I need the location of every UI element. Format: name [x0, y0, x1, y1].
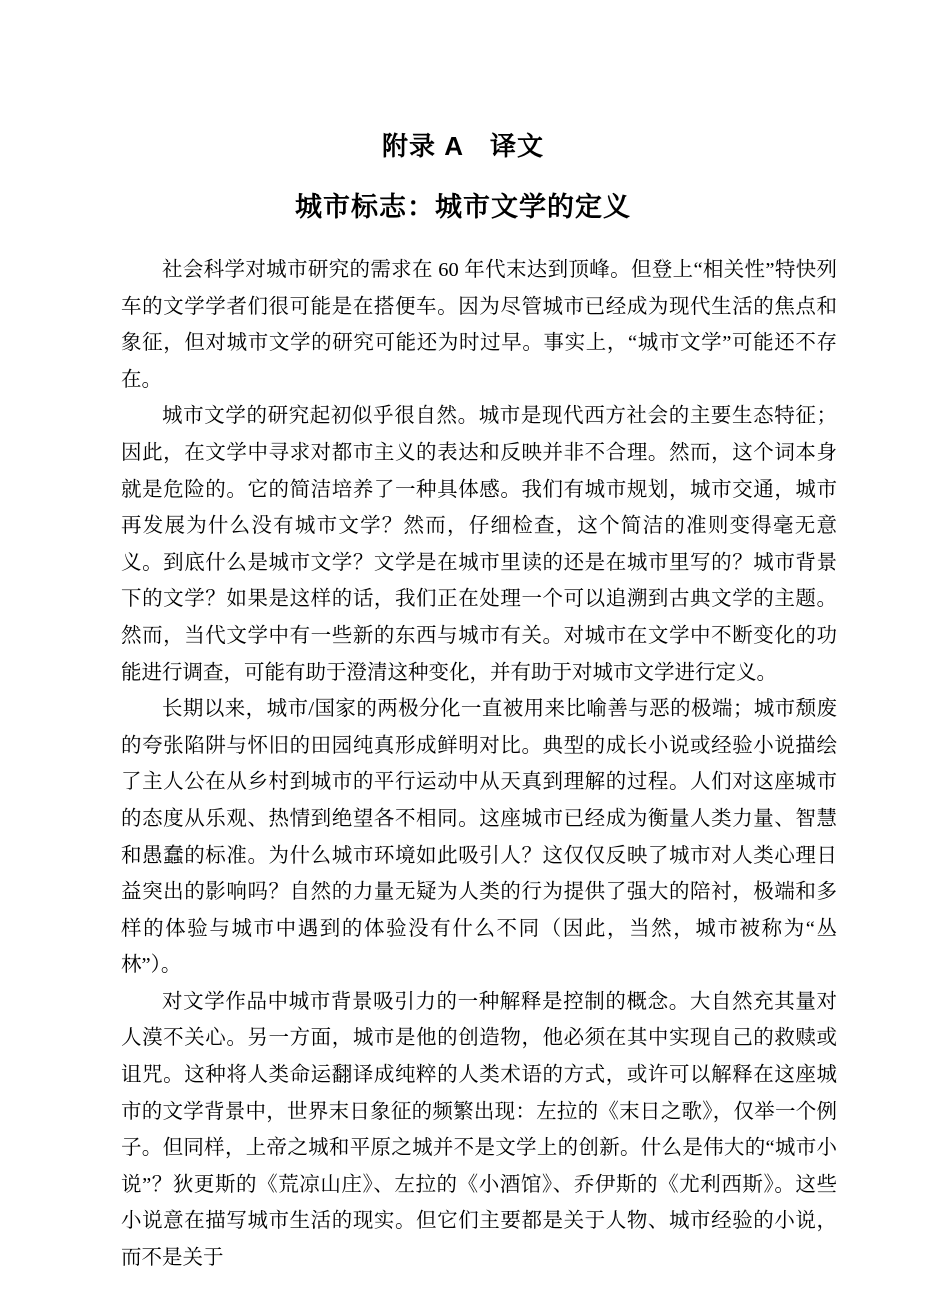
document-body [121, 252, 837, 1277]
paragraph-3: 长期以来，城市/国家的两极分化一直被用来比喻善与恶的极端；城市颓废的夸张陷阱与怀旧的田园纯真形成鲜明对比。典型的成长小说或经验小说描绘了主人公在从乡村到城市的平行运动中从天真到理解的过程。人们对这座城市的态度从乐观、热情到绝望各不相同。这座城市已经成为衡量人类力量、智慧和愚蠢的标准。为什么城市环境如此吸引人？这仅仅反映了城市对人类心理日益突出的影响吗？自然的力量无疑为人类的行为提供了强大的陪衬，极端和多样的体验与城市中遇到的体验没有什么不同（因此，当然，城市被称为“丛林”）。 [121, 698, 837, 977]
paragraph-2: 城市文学的研究起初似乎很自然。城市是现代西方社会的主要生态特征；因此，在文学中寻求对都市主义的表达和反映并非不合理。然而，这个词本身就是危险的。它的简洁培养了一种具体感。我们有城市规划，城市交通，城市再发展为什么没有城市文学？然而，仔细检查，这个简洁的准则变得毫无意义。到底什么是城市文学？文学是在城市里读的还是在城市里写的？城市背景下的文学？如果是这样的话，我们正在处理一个可以追溯到古典文学的主题。然而，当代文学中有一些新的东西与城市有关。对城市在文学中不断变化的功能进行调查，可能有助于澄清这种变化，并有助于对城市文学进行定义。 [121, 405, 837, 684]
paragraph-1: 社会科学对城市研究的需求在 60 年代末达到顶峰。但登上“相关性”特快列车的文学学者们很可能是在搭便车。因为尽管城市已经成为现代生活的焦点和象征，但对城市文学的研究可能还为时过早。事实上，“城市文学”可能还不存在。 [121, 259, 837, 391]
paragraph-4: 对文学作品中城市背景吸引力的一种解释是控制的概念。大自然充其量对人漠不关心。另一方面，城市是他的创造物，他必须在其中实现自己的救赎或诅咒。这种将人类命运翻译成纯粹的人类术语的方式，或许可以解释在这座城市的文学背景中，世界末日象征的频繁出现：左拉的《末日之歌》，仅举一个例子。但同样，上帝之城和平原之城并不是文学上的创新。什么是伟大的“城市小说”？狄更斯的《荒凉山庄》、左拉的《小酒馆》、乔伊斯的《尤利西斯》。这些小说意在描写城市生活的现实。但它们主要都是关于人物、城市经验的小说，而不是关于 [121, 990, 837, 1270]
appendix-title: 附录 A 译文 [381, 131, 545, 161]
article-title: 城市标志：城市文学的定义 [295, 192, 631, 222]
